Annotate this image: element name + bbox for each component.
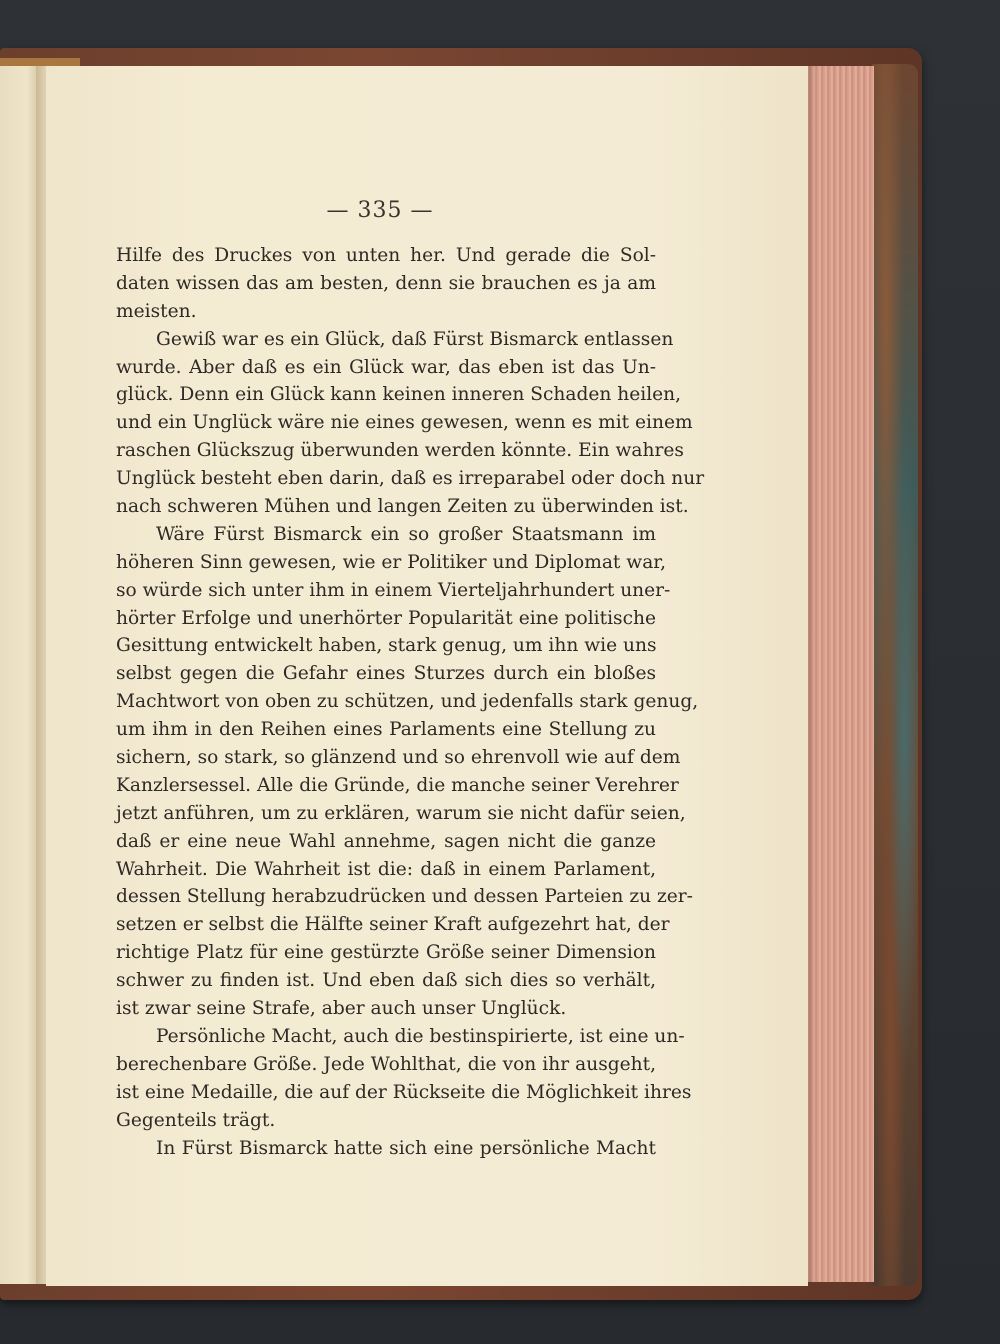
- text-line: jetzt anführen, um zu erklären, warum sie nicht dafür seien,: [116, 802, 686, 824]
- text-line: daten wissen das am besten, denn sie brauchen es ja am: [116, 272, 656, 294]
- text-line: höheren Sinn gewesen, wie er Politiker und Diplomat war,: [116, 551, 667, 573]
- text-line: meisten.: [116, 300, 197, 322]
- body-text: [116, 242, 705, 1162]
- text-line: Gesittung entwickelt haben, stark genug, um ihn wie uns: [116, 635, 657, 657]
- text-line: so würde sich unter ihm in einem Vierteljahrhundert uner-: [116, 579, 671, 601]
- text-line: In Fürst Bismarck hatte sich eine persönliche Macht: [156, 1137, 656, 1159]
- text-line: Wahrheit. Die Wahrheit ist die: daß in einem Parlament,: [116, 858, 656, 880]
- text-line: ist zwar seine Strafe, aber auch unser Unglück.: [116, 998, 567, 1020]
- text-line: schwer zu finden ist. Und eben daß sich dies so verhält,: [116, 970, 656, 992]
- text-line: setzen er selbst die Hälfte seiner Kraft aufgezehrt hat, der: [116, 914, 670, 936]
- text-line: glück. Denn ein Glück kann keinen inneren Schaden heilen,: [116, 384, 682, 406]
- text-line: ist eine Medaille, die auf der Rückseite die Möglichkeit ihres: [116, 1081, 692, 1103]
- text-line: daß er eine neue Wahl annehme, sagen nicht die ganze: [116, 830, 656, 852]
- text-line: Hilfe des Druckes von unten her. Und gerade die Sol-: [116, 245, 656, 266]
- text-line: sichern, so stark, so glänzend und so ehrenvoll wie auf dem: [116, 747, 681, 769]
- text-line: Machtwort von oben zu schützen, und jedenfalls stark genug,: [116, 691, 699, 713]
- text-line: Wäre Fürst Bismarck ein so großer Staatsmann im: [156, 523, 656, 545]
- text-line: nach schweren Mühen und langen Zeiten zu überwinden ist.: [116, 496, 689, 518]
- text-line: Kanzlersessel. Alle die Gründe, die manche seiner Verehrer: [116, 774, 679, 796]
- text-line: wurde. Aber daß es ein Glück war, das eben ist das Un-: [116, 356, 656, 378]
- text-line: hörter Erfolge und unerhörter Popularität eine politische: [116, 607, 656, 629]
- text-line: und ein Unglück wäre nie eines gewesen, wenn es mit einem: [116, 412, 693, 434]
- text-line: Unglück besteht eben darin, daß es irreparabel oder doch nur: [116, 468, 705, 490]
- text-line: berechenbare Größe. Jede Wohlthat, die von ihr ausgeht,: [116, 1053, 656, 1075]
- marbled-endpaper: [872, 64, 918, 1286]
- text-line: selbst gegen die Gefahr eines Sturzes durch ein bloßes: [116, 663, 656, 685]
- text-line: Persönliche Macht, auch die bestinspirierte, ist eine un-: [156, 1025, 685, 1047]
- text-line: Gegenteils trägt.: [116, 1109, 276, 1131]
- page-number: — 335 —: [326, 198, 434, 223]
- text-line: richtige Platz für eine gestürzte Größe seiner Dimension: [116, 942, 656, 964]
- page-edges: [806, 66, 874, 1282]
- text-line: dessen Stellung herabzudrücken und dessen Parteien zu zer-: [116, 886, 693, 908]
- text-line: raschen Glückszug überwunden werden könnte. Ein wahres: [116, 440, 684, 462]
- text-line: um ihm in den Reihen eines Parlaments eine Stellung zu: [116, 719, 656, 741]
- left-page-sliver: [0, 66, 38, 1284]
- text-line: Gewiß war es ein Glück, daß Fürst Bismarck entlassen: [156, 328, 674, 350]
